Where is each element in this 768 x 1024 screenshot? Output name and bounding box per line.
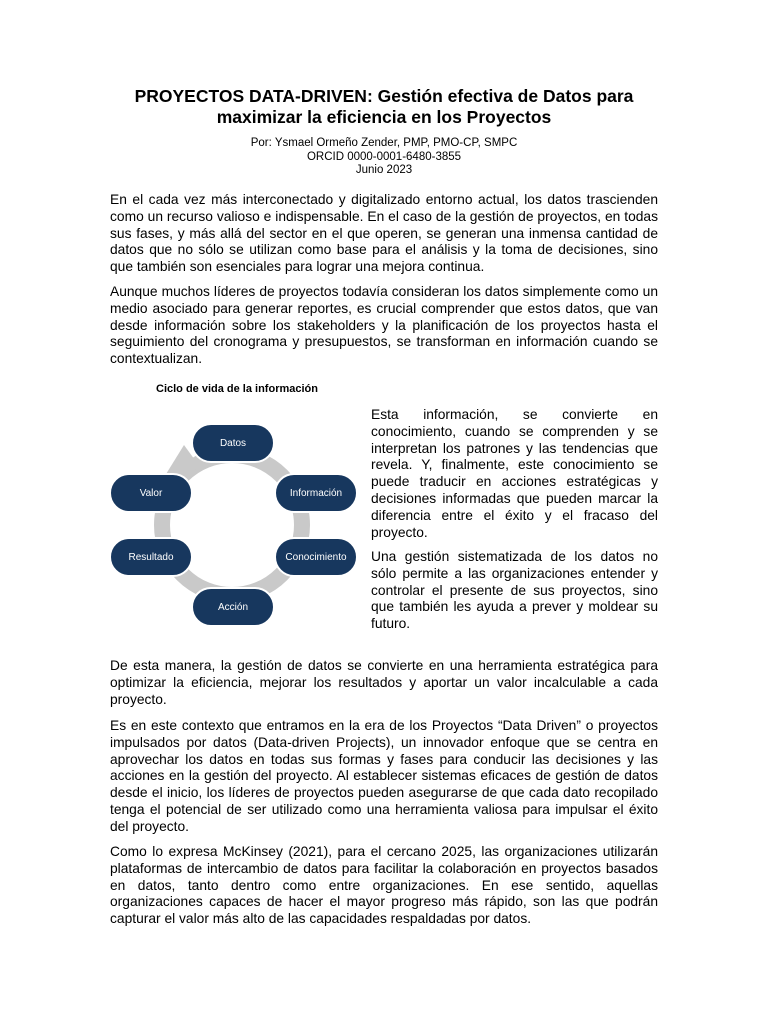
byline: [110, 137, 658, 178]
node-label-valor: Valor: [139, 488, 163, 499]
node-label-accion: Acción: [217, 602, 249, 613]
node-accion: [192, 588, 274, 626]
node-informacion: [275, 474, 357, 512]
information-lifecycle-diagram: [106, 415, 360, 633]
paragraph-4: Una gestión sistematizada de los datos no sólo permite a las organizaciones entender y controlar el presente de sus proyectos, sino que también les ayuda a prever y moldear su futuro.: [371, 549, 658, 632]
node-valor: [110, 474, 192, 512]
node-label-datos: Datos: [219, 438, 247, 449]
diagram-title: Ciclo de vida de la información: [156, 383, 318, 395]
paragraph-5: De esta manera, la gestión de datos se convierte en una herramienta estratégica para optimizar la eficiencia, mejorar los resultados y aportar un valor incalculable a cada proyecto.: [110, 658, 658, 707]
node-datos: [192, 424, 274, 462]
node-label-resultado: Resultado: [128, 552, 174, 563]
node-resultado: [110, 538, 192, 576]
paragraph-1: En el cada vez más interconectado y digitalizado entorno actual, los datos trascienden como un recurso valioso e indispensable. En el caso de la gestión de proyectos, en todas sus fases, y más allá del sector en el que operen, se generan una inmensa cantidad de datos que no sólo se utilizan como base para el análisis y la toma de decisiones, sino que también son esenciales para lograr una mejora continua.: [110, 192, 658, 275]
paragraph-7: Como lo expresa McKinsey (2021), para el cercano 2025, las organizaciones utilizarán plataformas de intercambio de datos para facilitar la colaboración en proyectos basados en datos, tanto dentro como entre organizaciones. En ese sentido, aquellas organizaciones capaces de hacer el mayor progreso más rápido, son las que podrán capturar el valor más alto de las capacidades respaldadas por datos.: [110, 844, 658, 927]
document-title: [110, 86, 658, 128]
date: Junio 2023: [355, 164, 413, 176]
node-label-informacion: Información: [289, 488, 343, 499]
paragraph-6: Es en este contexto que entramos en la era de los Proyectos “Data Driven” o proyectos impulsados por datos (Data-driven Projects), un innovador enfoque que se centra en aprovechar los datos en todas sus formas y fases para conducir las decisiones y las acciones en la gestión del proyecto. Al establecer sistemas eficaces de gestión de datos desde el inicio, los líderes de proyectos pueden asegurarse de que cada dato recopilado tenga el potencial de ser utilizado como una herramienta valiosa para impulsar el éxito del proyecto.: [110, 718, 658, 834]
paragraph-3: Esta información, se convierte en conocimiento, cuando se comprenden y se interpretan los patrones y las tendencias que revela. Y, finalmente, este conocimiento se puede traducir en acciones estratégicas y decisiones informadas que pueden marcar la diferencia entre el éxito y el fracaso del proyecto.: [371, 407, 658, 540]
node-label-conocimiento: Conocimiento: [285, 552, 347, 563]
title-line-2: maximizar la eficiencia en los Proyectos: [216, 107, 552, 127]
node-conocimiento: [275, 538, 357, 576]
author: Por: Ysmael Ormeño Zender, PMP, PMO-CP, SMPC: [250, 137, 518, 149]
paragraph-2: Aunque muchos líderes de proyectos todavía consideran los datos simplemente como un medio asociado para generar reportes, es crucial comprender que estos datos, que van desde información sobre los stakeholders y la planificación de los proyectos hasta el seguimiento del cronograma y presupuestos, se transforman en información cuando se contextualizan.: [110, 284, 658, 367]
orcid: ORCID 0000-0001-6480-3855: [306, 150, 462, 163]
title-line-1: PROYECTOS DATA-DRIVEN: Gestión efectiva de Datos para: [134, 86, 634, 106]
